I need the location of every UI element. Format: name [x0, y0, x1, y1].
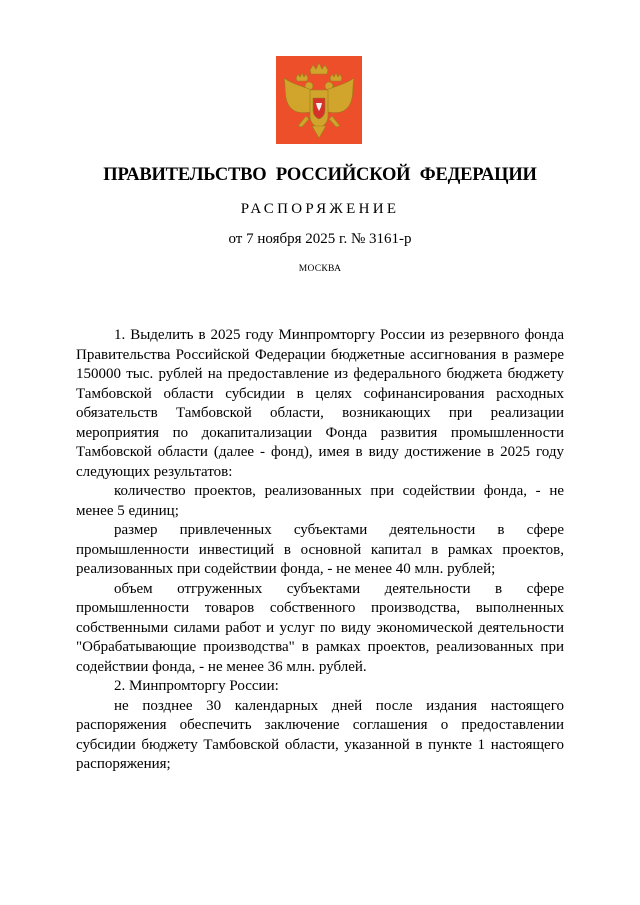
paragraph-1: 1. Выделить в 2025 году Минпромторгу России из резервного фонда Правительства Российской Федерации бюджетные ассигнования в размере 150000 тыс. рублей на предоставление из федерального бюджета бюджету Тамбовской области субсидии в целях софинансирования расходных обязательств Тамбовской области, возникающих при реализации мероприятия по докапитализации Фонда развития промышленности Тамбовской области (далее - фонд), имея в виду достижение в 2025 году следующих результатов:	[76, 327, 564, 480]
document-type: РАСПОРЯЖЕНИЕ	[240, 201, 400, 217]
paragraph-4: объем отгруженных субъектами деятельности в сфере промышленности товаров собственного производства, выполненных собственными силами работ и услуг по виду экономической деятельности "Обрабатывающие производства" в рамках проектов, реализованных при содействии фонда, - не менее 36 млн. рублей.	[76, 580, 564, 675]
city-label: МОСКВА	[298, 264, 342, 274]
russian-coat-of-arms-icon	[276, 56, 362, 144]
paragraph-3: размер привлеченных субъектами деятельности в сфере промышленности инвестиций в основной капитал в рамках проектов, реализованных при содействии фонда, - не менее 40 млн. рублей;	[76, 522, 564, 577]
date-number-line: от 7 ноября 2025 г. № 3161-р	[228, 231, 412, 247]
paragraph-5: 2. Минпромторгу России:	[114, 678, 279, 694]
paragraph-2: количество проектов, реализованных при содействии фонда, - не менее 5 единиц;	[76, 483, 564, 519]
government-title: ПРАВИТЕЛЬСТВО РОССИЙСКОЙ ФЕДЕРАЦИИ	[103, 165, 537, 185]
document-body	[76, 326, 564, 775]
paragraph-6: не позднее 30 календарных дней после издания настоящего распоряжения обеспечить заключение соглашения о предоставлении субсидии бюджету Тамбовской области, указанной в пункте 1 настоящего распоряжения;	[76, 697, 564, 772]
